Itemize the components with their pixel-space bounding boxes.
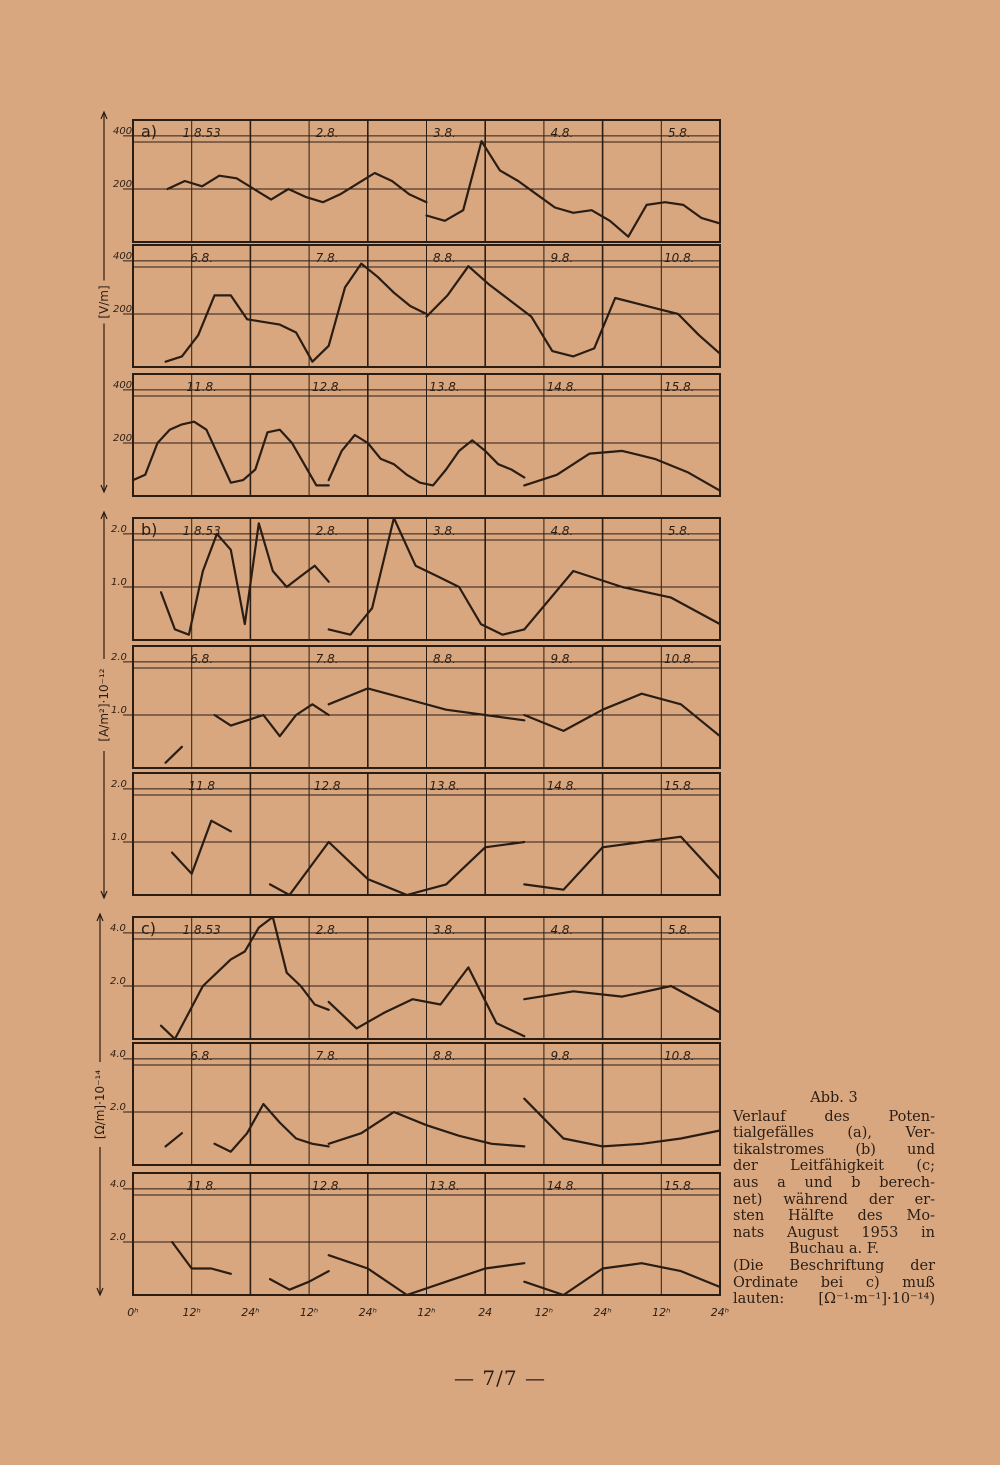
axis-unit-label: [Ω/m]·10⁻¹⁴ <box>93 1069 107 1140</box>
caption-body <box>733 1109 935 1308</box>
caption-line: der Leitfähigkeit (c; <box>733 1158 935 1175</box>
date-label: 10.8. <box>664 1049 695 1063</box>
date-label: 14.8. <box>546 1179 578 1193</box>
date-label: 12.8 <box>313 779 341 793</box>
data-series-line <box>427 266 721 356</box>
date-label: 8.8. <box>433 251 456 265</box>
date-label: 14.8. <box>546 779 578 793</box>
data-series-line <box>166 1104 329 1152</box>
date-label: 14.8. <box>546 380 578 394</box>
data-series-line <box>166 704 329 762</box>
date-label: 8.8. <box>433 652 456 666</box>
date-label: 9.8. <box>550 652 574 666</box>
date-label: 7.8. <box>315 652 339 666</box>
y-tick-label: 1.0 <box>111 704 127 716</box>
date-label: 2.8. <box>315 524 339 538</box>
date-label: 2.8. <box>315 923 339 937</box>
panel-label: b) <box>141 520 158 539</box>
y-tick-label: 200 <box>113 432 133 444</box>
data-series-line <box>524 1263 720 1295</box>
panel-label: a) <box>141 122 158 141</box>
date-label: 15.8. <box>664 1179 695 1193</box>
figure-caption <box>733 1090 935 1308</box>
y-tick-label: 2.0 <box>111 778 127 790</box>
date-label: 12.8. <box>311 1179 343 1193</box>
caption-line: tialgefälles (a), Ver- <box>733 1125 935 1142</box>
x-tick-label: 24ʰ <box>593 1306 612 1319</box>
date-label: 2.8. <box>315 126 339 140</box>
y-tick-label: 400 <box>113 379 133 391</box>
caption-line: Verlauf des Poten- <box>733 1108 935 1125</box>
date-label: 13.8. <box>429 1179 460 1193</box>
y-tick-label: 4.0 <box>110 1178 126 1190</box>
date-label: 1.8.53 <box>182 126 221 140</box>
x-tick-label: 24ʰ <box>358 1306 377 1319</box>
x-tick-label: 12ʰ <box>534 1306 554 1319</box>
axis-unit-label: [A/m²]·10⁻¹² <box>97 668 111 742</box>
panel-label: c) <box>141 919 157 938</box>
x-tick-label: 12ʰ <box>417 1306 436 1319</box>
y-tick-label: 2.0 <box>110 1101 126 1113</box>
y-tick-label: 400 <box>113 250 133 262</box>
data-series-line <box>166 264 427 362</box>
date-label: 12.8. <box>311 380 343 394</box>
data-series-line <box>524 837 720 890</box>
caption-line: aus a und b berech- <box>733 1174 935 1191</box>
date-label: 9.8. <box>550 251 574 265</box>
y-tick-label: 200 <box>113 303 133 315</box>
date-label: 1.8.53 <box>182 524 221 538</box>
date-label: 5.8. <box>667 126 691 140</box>
y-tick-label: 4.0 <box>110 922 126 934</box>
x-tick-label: 24ʰ <box>710 1306 730 1319</box>
date-label: 10.8. <box>664 652 695 666</box>
date-label: 3.8. <box>433 524 456 538</box>
date-label: 11.8 <box>188 779 216 793</box>
y-tick-label: 2.0 <box>110 975 126 987</box>
data-series-line <box>524 986 720 1013</box>
x-tick-label: 12ʰ <box>182 1306 201 1319</box>
data-series-line <box>524 451 720 491</box>
y-tick-label: 1.0 <box>111 576 127 588</box>
y-tick-label: 2.0 <box>110 1231 126 1243</box>
caption-line: sten Hälfte des Mo- <box>733 1208 935 1225</box>
date-label: 8.8. <box>433 1049 456 1063</box>
y-tick-label: 2.0 <box>111 651 127 663</box>
x-tick-label: 0ʰ <box>127 1306 139 1319</box>
x-tick-label: 24ʰ <box>241 1306 260 1319</box>
date-label: 13.8. <box>429 380 460 394</box>
date-label: 6.8. <box>190 652 214 666</box>
date-label: 13.8. <box>429 779 460 793</box>
page-number: — 7/7 — <box>454 1366 546 1390</box>
caption-title: Abb. 3 <box>810 1090 858 1106</box>
date-label: 5.8. <box>667 923 691 937</box>
date-label: 3.8. <box>433 923 456 937</box>
caption-line: Ordinate bei c) muß <box>733 1274 935 1291</box>
date-label: 15.8. <box>664 779 695 793</box>
caption-line: tikalstromes (b) und <box>733 1141 935 1158</box>
data-series-line <box>524 571 720 629</box>
date-label: 10.8. <box>664 251 695 265</box>
caption-line: lauten: [Ω⁻¹·m⁻¹]·10⁻¹⁴) <box>733 1291 935 1308</box>
date-label: 7.8. <box>315 251 339 265</box>
date-label: 11.8. <box>186 1179 217 1193</box>
date-label: 4.8. <box>550 923 574 937</box>
x-tick-label: 12ʰ <box>652 1306 671 1319</box>
date-label: 6.8. <box>190 1049 214 1063</box>
y-tick-label: 2.0 <box>111 523 127 535</box>
date-label: 4.8. <box>550 126 574 140</box>
y-tick-label: 4.0 <box>110 1048 126 1060</box>
date-label: 4.8. <box>550 524 574 538</box>
x-tick-label: 12ʰ <box>299 1306 319 1319</box>
date-label: 6.8. <box>190 251 214 265</box>
data-series-line <box>168 173 427 202</box>
caption-line: Buchau a. F. <box>788 1241 880 1258</box>
caption-line: nats August 1953 in <box>733 1224 935 1241</box>
date-label: 1.8.53 <box>182 923 221 937</box>
data-series-line <box>524 1099 720 1147</box>
date-label: 3.8. <box>433 126 456 140</box>
caption-line: net) während der er- <box>733 1191 935 1208</box>
date-label: 15.8. <box>664 380 695 394</box>
y-tick-label: 400 <box>113 125 133 137</box>
date-label: 7.8. <box>315 1049 339 1063</box>
y-tick-label: 1.0 <box>111 831 127 843</box>
x-tick-label: 24 <box>478 1306 493 1319</box>
date-label: 11.8. <box>186 380 217 394</box>
date-label: 5.8. <box>667 524 691 538</box>
data-series-line <box>133 422 329 486</box>
caption-line: (Die Beschriftung der <box>733 1257 935 1274</box>
axis-unit-label: [V/m] <box>97 285 111 319</box>
date-label: 9.8. <box>550 1049 574 1063</box>
y-tick-label: 200 <box>113 178 133 190</box>
